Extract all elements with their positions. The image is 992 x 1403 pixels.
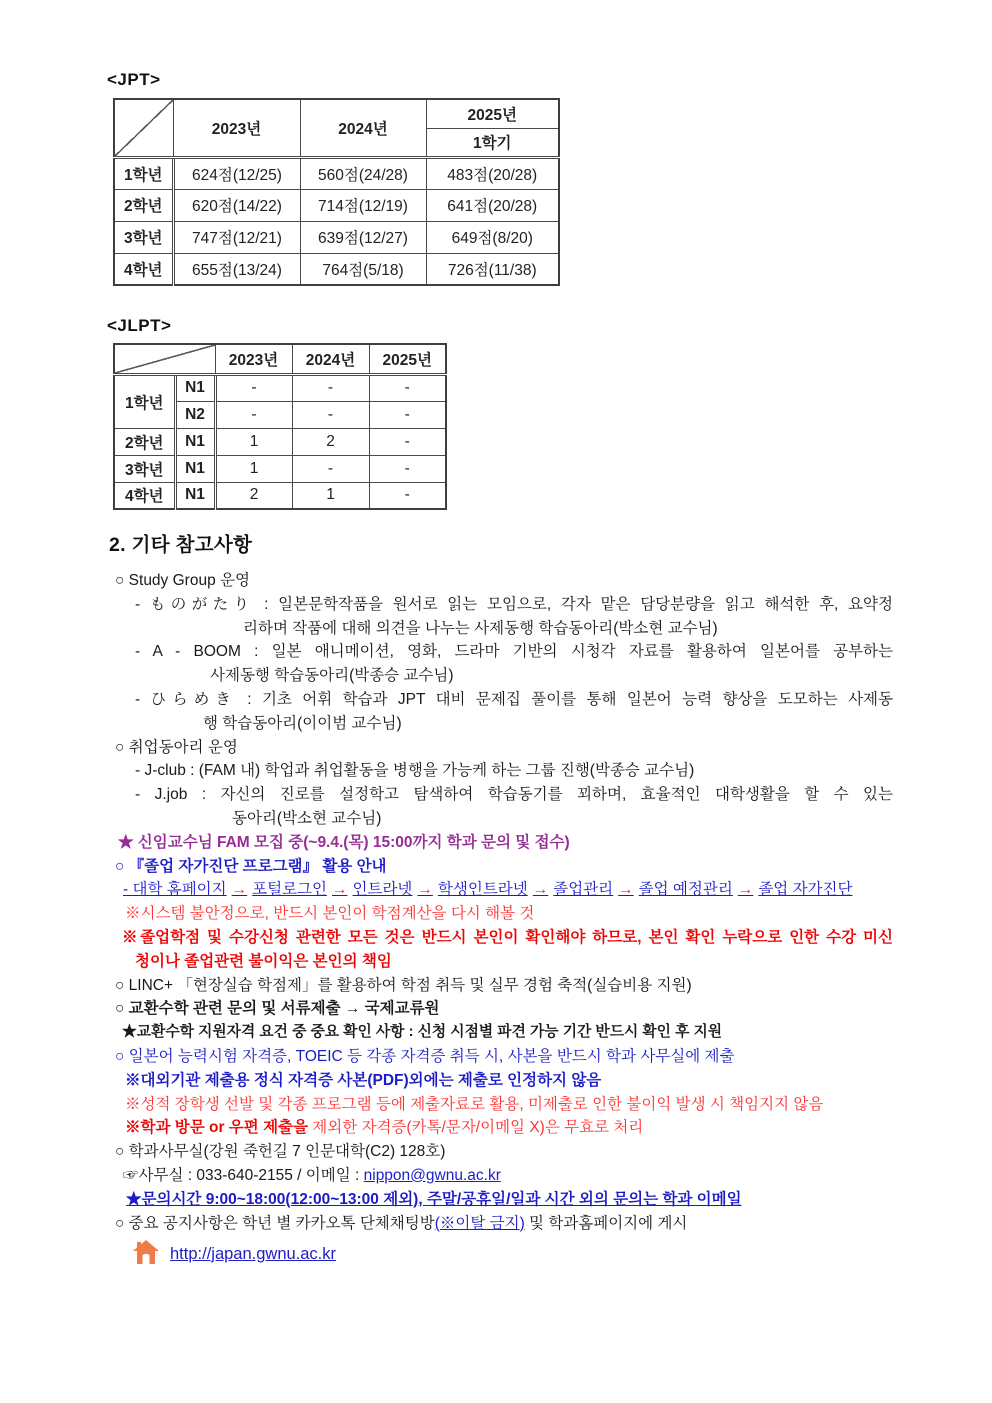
notice-kakao — [108, 1212, 893, 1236]
notice-grad-warning: ※졸업학점 및 수강신청 관련한 모든 것은 반드시 본인이 확인해야 하므로, 본인 확인 누락으로 인한 수강 미신 — [122, 928, 893, 946]
jpt-cell: 624점(12/25) — [173, 157, 300, 189]
path-step: 졸업 예정관리 — [638, 881, 733, 899]
notice-linc: ○ LINC+ 「현장실습 학점제」를 활용하여 학점 취득 및 실무 경험 축적(실습비용 지원) — [115, 976, 692, 994]
jpt-row-label: 4학년 — [114, 253, 173, 285]
jlpt-row-label: 1학년 — [114, 374, 175, 428]
job-club-item-jclub: - J-club : (FAM 내) 학업과 취업활동을 병행을 가능케 하는 그룹 진행(박종승 교수님) — [135, 762, 695, 780]
arrow-icon: → — [532, 881, 549, 899]
jlpt-diagonal-cell — [114, 344, 215, 374]
jpt-cell: 764점(5/18) — [300, 253, 426, 285]
visit-or-mail-emphasis: ※학과 방문 or 우편 제출을 — [125, 1119, 308, 1137]
table-row — [114, 374, 446, 401]
notice-system-unstable: ※시스템 불안정으로, 반드시 본인이 학점계산을 다시 해볼 것 — [125, 905, 535, 923]
jlpt-cell: - — [369, 455, 446, 482]
office-contact-text: ☞사무실 : 033-640-2155 / 이메일 : — [123, 1166, 364, 1184]
jlpt-score-table — [113, 343, 447, 510]
notice-inquiry-hours: ★문의시간 9:00~18:00(12:00~13:00 제외), 주말/공휴일/일과 시간 외의 문의는 학과 이메일 — [126, 1190, 742, 1208]
jlpt-row-label: 4학년 — [114, 482, 175, 509]
notice-certificate-submit: ○ 일본어 능력시험 자격증, TOEIC 등 각종 자격증 취득 시, 사본을 반드시 학과 사무실에 제출 — [115, 1047, 735, 1065]
path-dash: - — [123, 881, 133, 899]
jpt-col-header-2024: 2024년 — [300, 99, 426, 157]
study-group-heading: ○ Study Group 운영 — [115, 572, 250, 589]
jpt-cell: 639점(12/27) — [300, 221, 426, 253]
kakao-text-prefix: ○ 중요 공지사항은 학년 별 카카오톡 단체채팅방 — [115, 1214, 435, 1232]
job-club-heading: ○ 취업동아리 운영 — [115, 738, 238, 756]
notice-grad-warning-cont: 청이나 졸업관련 불이익은 본인의 책임 — [135, 952, 392, 970]
section-heading: 2. 기타 참고사항 — [109, 534, 253, 556]
jpt-row-label: 2학년 — [114, 189, 173, 221]
jlpt-cell: - — [292, 374, 369, 401]
jlpt-level-label: N1 — [175, 482, 215, 509]
jpt-col-header-semester: 1학기 — [426, 128, 559, 157]
jpt-cell: 483점(20/28) — [426, 157, 559, 189]
notice-scholarship: ※성적 장학생 선발 및 각종 프로그램 등에 제출자료로 활용, 미제출로 인한 불이익 발생 시 책임지지 않음 — [125, 1095, 824, 1113]
notice-visit-or-mail — [108, 1116, 893, 1140]
jlpt-cell: - — [369, 428, 446, 455]
table-row — [114, 455, 446, 482]
email-link[interactable]: nippon@gwnu.ac.kr — [363, 1166, 501, 1184]
arrow-icon: → — [417, 881, 433, 899]
table-row — [114, 428, 446, 455]
jlpt-cell: - — [292, 455, 369, 482]
notice-office-location: ○ 학과사무실(강원 죽헌길 7 인문대학(C2) 128호) — [115, 1143, 446, 1161]
table-row — [114, 189, 559, 221]
jpt-col-header-2025: 2025년 — [426, 99, 559, 128]
job-club-item-jjob-cont: 동아리(박소현 교수님) — [232, 809, 382, 827]
path-step: 대학 홈페이지 — [132, 881, 227, 899]
homepage-link[interactable]: http://japan.gwnu.ac.kr — [170, 1244, 337, 1263]
arrow-icon: → — [332, 881, 348, 899]
jlpt-cell: - — [369, 482, 446, 509]
study-group-item-aboom-cont: 사제동행 학습동아리(박종승 교수님) — [210, 667, 454, 685]
home-icon — [132, 1239, 160, 1270]
notice-exchange: ○ 교환수학 관련 문의 및 서류제출 → 국제교류원 — [115, 1000, 440, 1018]
jlpt-level-label: N1 — [175, 374, 215, 401]
jlpt-cell: - — [369, 401, 446, 428]
jpt-cell: 560점(24/28) — [300, 157, 426, 189]
table-row — [114, 157, 559, 189]
jlpt-col-header-2025: 2025년 — [369, 344, 446, 374]
arrow-icon: → — [231, 881, 248, 899]
arrow-icon: → — [737, 881, 754, 899]
kakao-no-leave: (※이탈 금지) — [434, 1214, 525, 1232]
study-group-item-monogatari-cont: 리하며 작품에 대해 의견을 나누는 사제동행 학습동아리(박소현 교수님) — [243, 619, 718, 637]
jlpt-col-header-2024: 2024년 — [292, 344, 369, 374]
jlpt-col-header-2023: 2023년 — [215, 344, 292, 374]
jlpt-level-label: N1 — [175, 455, 215, 482]
job-club-item-jjob: - J.job : 자신의 진로를 설정학고 탐색하여 학습동기를 꾀하며, 효율적인 대학생활을 할 수 있는 — [135, 786, 893, 804]
notice-grad-program-heading: ○ 『졸업 자가진단 프로그램』 활용 안내 — [115, 857, 387, 875]
path-step: 인트라넷 — [352, 881, 413, 899]
jpt-cell: 747점(12/21) — [173, 221, 300, 253]
jlpt-cell: 1 — [292, 482, 369, 509]
jlpt-cell: - — [215, 401, 292, 428]
jlpt-row-label: 2학년 — [114, 428, 175, 455]
jlpt-cell: 2 — [292, 428, 369, 455]
jpt-cell: 726점(11/38) — [426, 253, 559, 285]
table-row — [114, 482, 446, 509]
jlpt-row-label: 3학년 — [114, 455, 175, 482]
jpt-row-label: 3학년 — [114, 221, 173, 253]
path-step: 학생인트라넷 — [437, 881, 528, 899]
jpt-table-title: <JPT> — [107, 70, 161, 89]
section-other-notes — [108, 529, 893, 1269]
jpt-row-label: 1학년 — [114, 157, 173, 189]
path-step: 포털로그인 — [252, 881, 327, 899]
jlpt-table-title: <JLPT> — [107, 316, 172, 335]
notice-office-contact — [108, 1164, 893, 1188]
jpt-cell: 641점(20/28) — [426, 189, 559, 221]
notice-exchange-requirement: ★교환수학 지원자격 요건 중 중요 확인 사항 : 신청 시점별 파견 가능 기간 반드시 확인 후 지원 — [122, 1024, 723, 1041]
jlpt-cell: 1 — [215, 455, 292, 482]
study-group-item-hirameki: - ひらめき : 기초 어휘 학습과 JPT 대비 문제집 풀이를 통해 일본어 능력 향상을 도모하는 사제동 — [135, 690, 893, 708]
arrow-icon: → — [618, 881, 634, 899]
table-row — [114, 253, 559, 285]
jlpt-cell: - — [215, 374, 292, 401]
notice-certificate-pdf: ※대외기관 제출용 정식 자격증 사본(PDF)외에는 제출로 인정하지 않음 — [125, 1071, 602, 1089]
jpt-score-table — [113, 98, 560, 286]
study-group-item-aboom: - A - BOOM : 일본 애니메이션, 영화, 드라마 기반의 시청각 자료를 활용하여 일본어를 공부하는 — [135, 643, 893, 661]
jlpt-cell: 1 — [215, 428, 292, 455]
table-row — [114, 221, 559, 253]
kakao-text-suffix: 및 학과홈페이지에 게시 — [524, 1214, 688, 1232]
jpt-cell: 714점(12/19) — [300, 189, 426, 221]
jpt-diagonal-cell — [114, 99, 173, 157]
notice-fam-recruit: ★ 신임교수님 FAM 모집 중(~9.4.(목) 15:00까지 학과 문의 및 접수) — [118, 833, 570, 851]
jpt-cell: 620점(14/22) — [173, 189, 300, 221]
jpt-col-header-2023: 2023년 — [173, 99, 300, 157]
path-step: 졸업 자가진단 — [758, 881, 853, 899]
jlpt-cell: 2 — [215, 482, 292, 509]
jlpt-level-label: N1 — [175, 428, 215, 455]
jpt-cell: 655점(13/24) — [173, 253, 300, 285]
jlpt-cell: - — [369, 374, 446, 401]
path-step: 졸업관리 — [553, 881, 614, 899]
visit-or-mail-rest: 제외한 자격증(카톡/문자/이메일 X)은 무효로 처리 — [307, 1119, 644, 1137]
jpt-cell: 649점(8/20) — [426, 221, 559, 253]
jlpt-level-label: N2 — [175, 401, 215, 428]
grad-program-path — [108, 878, 893, 902]
jlpt-cell: - — [292, 401, 369, 428]
study-group-item-hirameki-cont: 행 학습동아리(이이범 교수님) — [203, 714, 402, 732]
study-group-item-monogatari: - ものがたり : 일본문학작품을 원서로 읽는 모임으로, 각자 맡은 담당분량을 읽고 해석한 후, 요약정 — [135, 595, 893, 613]
homepage-row — [108, 1239, 893, 1269]
